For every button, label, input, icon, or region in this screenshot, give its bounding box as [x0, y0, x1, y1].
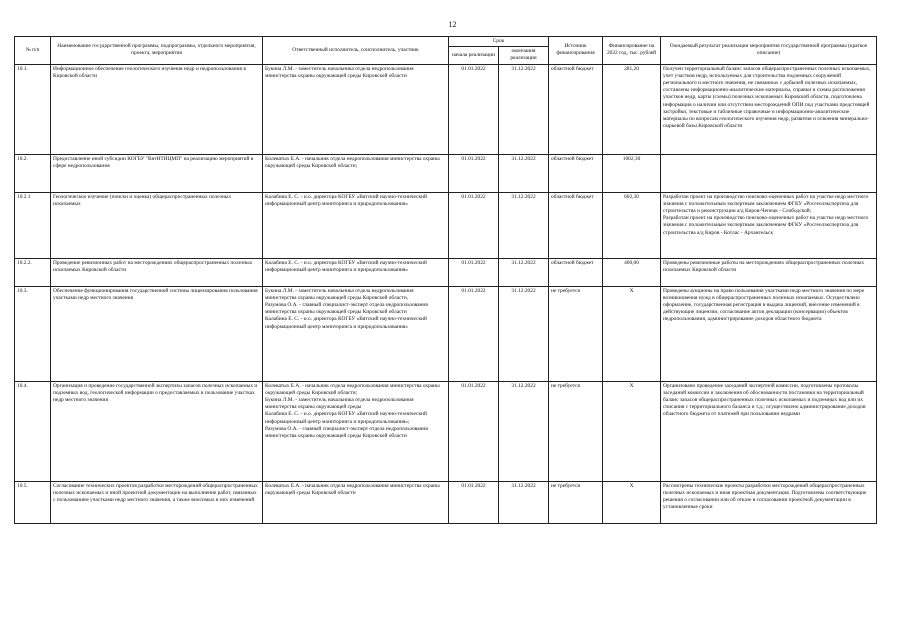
header-source: Источник финансирования [549, 37, 603, 65]
row-end: 31.12.2022 [499, 192, 549, 258]
row-end: 31.12.2022 [499, 381, 549, 481]
row-num: 10.2.2. [15, 258, 51, 286]
row-responsible: Колеватых Е.А. - начальник отдела недропользования министерства охраны окружающей среды Кировской области [263, 481, 449, 523]
row-source: областной бюджет [549, 258, 603, 286]
row-responsible: Колеватых Е.А. - начальник отдела недропользования министерства охраны окружающей среды Кировской области; Букина Л.М. - заместитель начальника отдела недропользования министерства охраны окружающей среды Калабина Е. С. - и.о. директора КОГБУ «Вятский научно-технический информационный центр мониторинга и природопользования»; Разумова О.А. - главный специалист-эксперт отдела недропользования министерства охраны окружающей среды Кировской области [263, 381, 449, 481]
row-end: 31.12.2022 [499, 64, 549, 154]
row-name: Обеспечение функционирования государственной системы лицензирования пользования участками недр местного значения [51, 286, 263, 381]
row-num: 10.3. [15, 286, 51, 381]
table-row [15, 286, 877, 381]
row-responsible: Калабина Е. С. - и.о. директора КОГБУ «Вятский научно-технический информационный центр мониторинга и природопользования» [263, 192, 449, 258]
table-row [15, 64, 877, 154]
row-end: 31.12.2022 [499, 154, 549, 192]
header-start: начала реализации [449, 47, 499, 64]
header-funding: Финансирование на 2022 год, тыс. рублей [603, 37, 661, 65]
row-result: Рассмотрены технические проекты разработки месторождений общераспространенных полезных ископаемых и иная проектная документация. Подготовлены соответствующие решения о согласовании или об отказе в согласовании проектной документации в установленные сроки [661, 481, 877, 523]
row-start: 01.01.2022 [449, 154, 499, 192]
row-result: Проведены аукционы на право пользования участками недр местного значения по мере возникновения нужд в общераспространенных полезных ископаемых. Осуществлено оформление, государственная регистрация и выдача лицензий, внесение изменений в действующие лицензии, согласование актов декларации (консервации) объектов недропользования, администрирование доходов областного бюджета [661, 286, 877, 381]
row-name: Информационное обеспечение геологического изучения недр и недропользования в Кировской области [51, 64, 263, 154]
header-num: № п/п [15, 37, 51, 65]
table-row [15, 481, 877, 523]
row-result: Проведены ревизионные работы на месторождениях общераспространенных полезных ископаемых Кировской области [661, 258, 877, 286]
program-table [14, 36, 877, 524]
row-num: 10.4. [15, 381, 51, 481]
row-num: 10.2. [15, 154, 51, 192]
row-result: Организовано проведение заседаний экспертной комиссии, подготовлены протоколы заседаний комиссии и заключения об обоснованности постановки на территориальный баланс запасов общераспространенных полезных ископаемых и подземных вод или их списания с территориального баланса и т.д.; осуществлено администрирование доходов областного бюджета от платежей при пользовании недрами [661, 381, 877, 481]
row-responsible: Букина Л.М. - заместитель начальника отдела недропользования министерства охраны окружающей среды Кировской области [263, 64, 449, 154]
table-row [15, 192, 877, 258]
row-responsible: Колеватых Е.А. - начальник отдела недропользования министерства охраны окружающей среды Кировской области; [263, 154, 449, 192]
row-source: не требуется [549, 481, 603, 523]
row-funding: Х [603, 286, 661, 381]
table-row [15, 154, 877, 192]
row-funding: 1002,30 [603, 154, 661, 192]
row-funding: 400,00 [603, 258, 661, 286]
row-start: 01.01.2022 [449, 64, 499, 154]
row-num: 10.5. [15, 481, 51, 523]
row-start: 01.01.2022 [449, 258, 499, 286]
table-row [15, 381, 877, 481]
row-funding: Х [603, 481, 661, 523]
row-source: областной бюджет [549, 192, 603, 258]
row-source: областной бюджет [549, 64, 603, 154]
row-funding: Х [603, 381, 661, 481]
row-source: областной бюджет [549, 154, 603, 192]
row-start: 01.01.2022 [449, 192, 499, 258]
row-source: не требуется [549, 286, 603, 381]
row-start: 01.01.2022 [449, 286, 499, 381]
row-funding: 602,30 [603, 192, 661, 258]
row-responsible: Калабина Е. С. - и.о. директора КОГБУ «Вятский научно-технический информационный центр мониторинга и природопользования» [263, 258, 449, 286]
row-source: не требуется [549, 381, 603, 481]
row-name: Организация и проведение государственной экспертизы запасов полезных ископаемых и подземных вод, геологической информации о предоставляемых в пользование участках недр местного значения [51, 381, 263, 481]
row-funding: 281,20 [603, 64, 661, 154]
header-end: окончания реализации [499, 47, 549, 64]
row-num: 10.2.1 [15, 192, 51, 258]
row-start: 01.01.2022 [449, 381, 499, 481]
row-name: Предоставление иной субсидии КОГБУ "ВятНТИЦМП" на реализацию мероприятий в сфере недропользования [51, 154, 263, 192]
row-result: Получен территориальный баланс запасов общераспространенных полезных ископаемых, учет участков недр, используемых для строительства подземных сооружений регионального и местного значения, не связанных с добычей полезных ископаемых, составлены информационно-аналитические материалы, справки и схемы расположения участков недр, карты (схемы) полезных ископаемых Кировской области, подготовлена информация о наличии или отсутствии месторождений ОПИ под участками предстоящей застройки, текстовые и табличные справочные и информационно-аналитические материалы по вопросам геологического изучения недр, развития и освоения минерально-сырьевой базы Кировской области [661, 64, 877, 154]
header-name: Наименование государственной программы, подпрограммы, отдельного мероприятия, проекта, мероприятия [51, 37, 263, 65]
row-name: Проведение ревизионных работ на месторождениях общераспространенных полезных ископаемых Кировской области [51, 258, 263, 286]
row-result: Разработан проект на производство поисково-оценочных работ на участке недр местного значения с положительным экспертным заключением ФГКУ «Росгеолэкспертиза для строительства и реконструкции а/д Киров-Чепецк - Слободской; Разработан проект на производство поисково-оценочных работ на участке недр местного значения с положительным экспертным заключением ФГКУ «Росгеолэкспертиза для строительства а/д Киров - Котлас - Архангельск [661, 192, 877, 258]
header-responsible: Ответственный исполнитель, соисполнитель, участник [263, 37, 449, 65]
row-name: Геологическое изучение (поиски и оценка) общераспространенных полезных ископаемых [51, 192, 263, 258]
row-start: 01.01.2022 [449, 481, 499, 523]
header-result: Ожидаемый результат реализации мероприятия государственной программы (краткое описание) [661, 37, 877, 65]
row-end: 31.12.2022 [499, 481, 549, 523]
header-row [15, 37, 877, 47]
table-row [15, 258, 877, 286]
row-end: 31.12.2022 [499, 286, 549, 381]
row-result [661, 154, 877, 192]
row-num: 10.1. [15, 64, 51, 154]
page-number: 12 [448, 20, 457, 29]
header-term: Срок [449, 37, 549, 47]
row-responsible: Букина Л.М. - заместитель начальника отдела недропользования министерства охраны окружающей среды Кировской области, Разумова О.А. - главный специалист-эксперт отдела недропользования министерства охраны окружающей среды Кировской области Калабина Е. С. - и.о. директора КОГБУ «Вятский научно-технический информационный центр мониторинга и природопользования» [263, 286, 449, 381]
row-end: 31.12.2022 [499, 258, 549, 286]
row-name: Согласование технических проектов разработки месторождений общераспространенных полезных ископаемых и иной проектной документации на выполнение работ, связанных с пользованием участками недр местного значения, а также вносимых в них изменений [51, 481, 263, 523]
